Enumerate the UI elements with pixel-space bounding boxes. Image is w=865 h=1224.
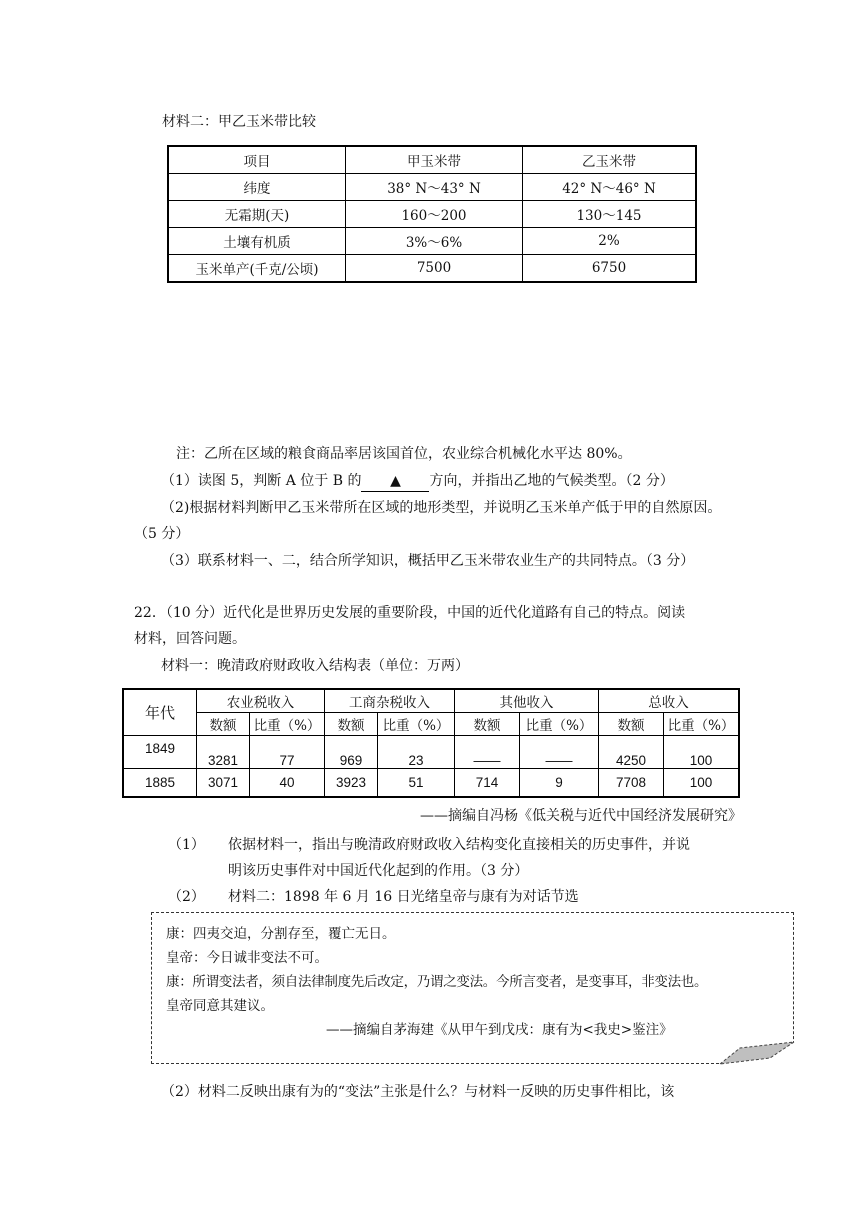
table-cell: 3923 — [325, 769, 378, 798]
table-cell: 969 — [325, 736, 378, 769]
year-header: 年代 — [123, 689, 197, 736]
group-header: 其他收入 — [455, 689, 599, 713]
table-header-cell: 甲玉米带 — [346, 146, 523, 174]
table-cell: 38° N～43° N — [346, 174, 523, 201]
table-cell: 2% — [523, 228, 697, 255]
sub-question-1-number: （1） — [168, 837, 205, 853]
question-2-line-1: （2)根据材料判断甲乙玉米带所在区域的地形类型，并说明乙玉米单产低于甲的自然原因。 — [161, 500, 722, 516]
subheader-cell: 比重（%） — [378, 713, 455, 736]
table-row — [168, 228, 696, 255]
dialogue-excerpt-box — [151, 912, 794, 1064]
subheader-cell: 比重（%） — [664, 713, 740, 736]
table-cell: 无霜期(天) — [168, 201, 346, 228]
table-cell: 9 — [520, 769, 599, 798]
table-cell: —— — [455, 736, 520, 769]
blank-marker-triangle: ▲ — [390, 473, 401, 489]
subheader-cell: 数额 — [599, 713, 664, 736]
table-cell: 7500 — [346, 255, 523, 283]
table-cell: —— — [520, 736, 599, 769]
table-cell: 51 — [378, 769, 455, 798]
table-cell: 23 — [378, 736, 455, 769]
table-cell: 纬度 — [168, 174, 346, 201]
group-header: 农业税收入 — [197, 689, 325, 713]
note-text: 注：乙所在区域的粮食商品率居该国首位，农业综合机械化水平达 80%。 — [176, 446, 632, 462]
dialogue-source: ——摘编自茅海建《从甲午到戊戌：康有为<我史>鉴注》 — [326, 1022, 673, 1038]
question-1-prefix: （1）读图 5，判断 A 位于 B 的 — [161, 473, 362, 489]
table-header-row — [123, 689, 739, 713]
table-row — [168, 174, 696, 201]
subheader-cell: 数额 — [325, 713, 378, 736]
sub-question-2-text: 材料二：1898 年 6 月 16 日光绪皇帝与康有为对话节选 — [228, 889, 579, 905]
dialogue-line: 皇帝：今日诚非变法不可。 — [166, 950, 328, 966]
table-cell: 77 — [250, 736, 325, 769]
answer-blank — [361, 471, 429, 492]
table-cell: 7708 — [599, 769, 664, 798]
table-row — [123, 769, 739, 798]
table-cell: 714 — [455, 769, 520, 798]
material2-title: 材料二：甲乙玉米带比较 — [162, 114, 316, 130]
material1-title: 材料一：晚清政府财政收入结构表（单位：万两） — [161, 658, 469, 674]
table-cell: 4250 — [599, 736, 664, 769]
table-cell: 3071 — [197, 769, 250, 798]
sub-question-1-line-1: 依据材料一，指出与晚清政府财政收入结构变化直接相关的历史事件，并说 — [228, 837, 690, 853]
group-header: 总收入 — [599, 689, 740, 713]
question-3: （3）联系材料一、二，结合所学知识，概括甲乙玉米带农业生产的共同特点。（3 分） — [161, 553, 695, 569]
dialogue-line: 康：四夷交迫，分割存至，覆亡无日。 — [166, 926, 396, 942]
question-1 — [161, 471, 674, 492]
table-cell: 6750 — [523, 255, 697, 283]
table-header-cell: 乙玉米带 — [523, 146, 697, 174]
table-cell: 42° N～46° N — [523, 174, 697, 201]
table-cell: 土壤有机质 — [168, 228, 346, 255]
dialogue-line: 康：所谓变法者，须自法律制度先后改定，乃谓之变法。今所言变者，是变事耳，非变法也。 — [166, 974, 708, 990]
table-cell: 1885 — [123, 769, 197, 798]
question-1-suffix: 方向，并指出乙地的气候类型。（2 分） — [429, 473, 674, 489]
page-curl-icon — [710, 1040, 795, 1068]
sub-question-2-number: （2） — [168, 889, 205, 905]
subheader-cell: 数额 — [197, 713, 250, 736]
question-22-line-1: 22．（10 分）近代化是世界历史发展的重要阶段，中国的近代化道路有自己的特点。阅读 — [134, 605, 686, 621]
table-cell: 玉米单产(千克/公顷) — [168, 255, 346, 283]
subheader-cell: 数额 — [455, 713, 520, 736]
table-cell: 130～145 — [523, 201, 697, 228]
table-cell: 1849 — [123, 736, 197, 769]
final-question-line: （2）材料二反映出康有为的“变法”主张是什么？与材料一反映的历史事件相比，该 — [161, 1084, 675, 1100]
table-cell: 3%～6% — [346, 228, 523, 255]
table-cell: 3281 — [197, 736, 250, 769]
table-cell: 160～200 — [346, 201, 523, 228]
group-header: 工商杂税收入 — [325, 689, 455, 713]
corn-belt-comparison-table — [167, 145, 697, 283]
table-header-row — [168, 146, 696, 174]
dialogue-line: 皇帝同意其建议。 — [166, 998, 274, 1014]
subheader-cell: 比重（%） — [250, 713, 325, 736]
fiscal-revenue-table — [122, 688, 740, 798]
question-22-line-2: 材料，回答问题。 — [134, 631, 246, 647]
table-row — [123, 736, 739, 769]
table-source: ——摘编自冯杨《低关税与近代中国经济发展研究》 — [420, 808, 742, 824]
table-cell: 40 — [250, 769, 325, 798]
table-cell: 100 — [664, 736, 740, 769]
question-2-line-2: （5 分） — [134, 526, 190, 542]
sub-question-1-line-2: 明该历史事件对中国近代化起到的作用。（3 分） — [228, 863, 529, 879]
table-subheader-row — [123, 713, 739, 736]
subheader-cell: 比重（%） — [520, 713, 599, 736]
table-row — [168, 255, 696, 283]
table-cell: 100 — [664, 769, 740, 798]
table-row — [168, 201, 696, 228]
table-header-cell: 项目 — [168, 146, 346, 174]
